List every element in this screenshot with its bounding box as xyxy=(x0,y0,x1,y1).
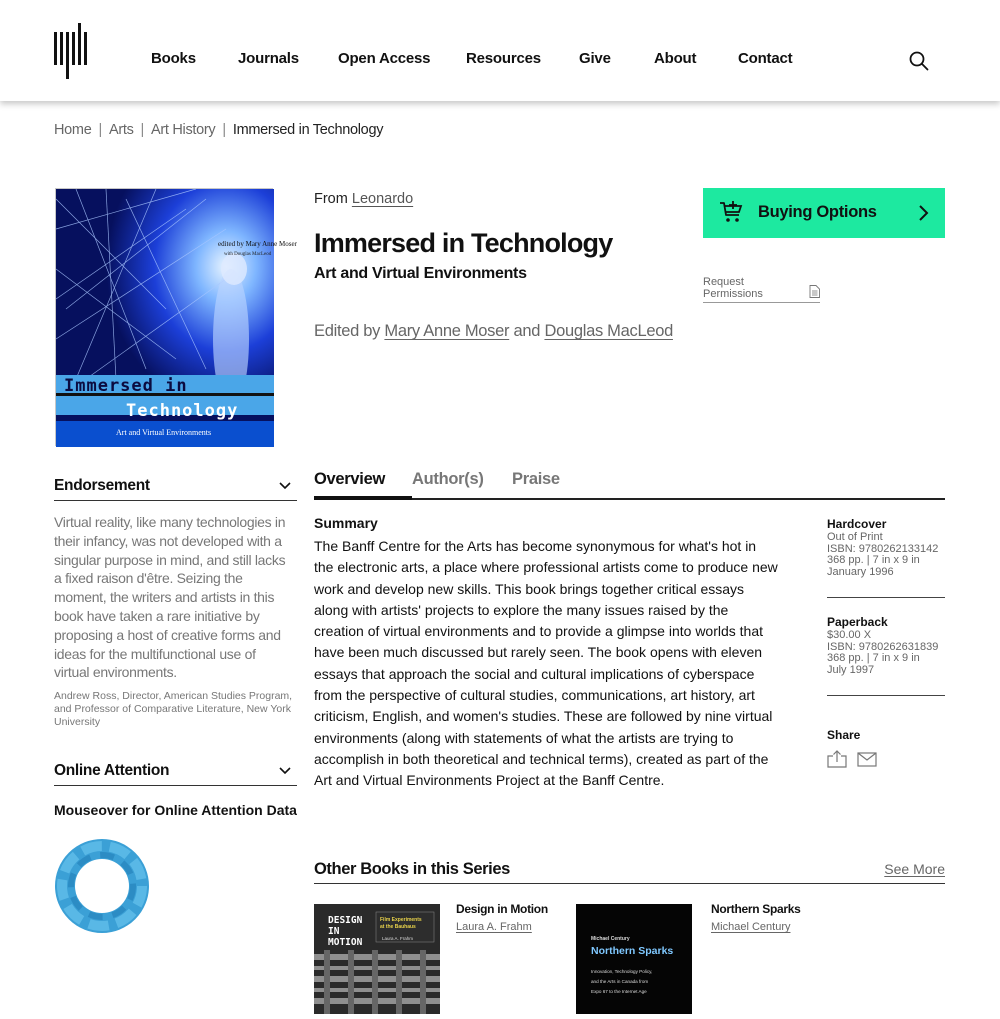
edition-status: Out of Print xyxy=(827,530,883,543)
design-in-motion-cover-art xyxy=(314,904,440,1014)
cover-with-text: with Douglas MacLeod xyxy=(224,252,272,257)
breadcrumb xyxy=(54,122,383,138)
related-book-cover[interactable] xyxy=(314,904,440,1014)
cover-tag1: Film Experiments xyxy=(380,917,422,923)
endorsement-header[interactable] xyxy=(54,477,297,501)
breadcrumb-current: Immersed in Technology xyxy=(232,122,384,138)
nav-give[interactable]: Give xyxy=(579,50,611,67)
edition-format: Hardcover xyxy=(827,517,887,531)
editors-prefix: Edited by xyxy=(314,322,381,340)
cover-subtitle: Art and Virtual Environments xyxy=(116,428,212,437)
online-attention-heading: Online Attention xyxy=(54,762,170,779)
email-icon[interactable] xyxy=(857,752,877,767)
cover-subtitle-line2: and the Arts in Canada from xyxy=(591,979,649,984)
cover-title-line2: Technology xyxy=(126,401,239,421)
edition-specs: 368 pp. | 7 in x 9 in xyxy=(827,554,920,567)
edition-divider xyxy=(827,597,945,598)
chevron-down-icon xyxy=(279,482,291,490)
endorsement-text: Virtual reality, like many technologies in their infancy, was not developed with a singular purpose in mind, and still lacks a fixed raison d'être. Seizing the moment, the writers and artists in this book have taken a rare initiative by proposing a host of creative forms and ideas for the multifunctional use of virtual environments. xyxy=(54,514,286,681)
related-book-title[interactable]: Northern Sparks xyxy=(711,902,801,916)
active-tab-indicator xyxy=(314,496,412,500)
press-logo[interactable] xyxy=(54,23,90,79)
book-title: Immersed in Technology xyxy=(314,228,613,258)
breadcrumb-separator: | xyxy=(222,122,226,138)
edition-date: July 1997 xyxy=(827,664,875,677)
permissions-label-line2: Permissions xyxy=(703,288,763,300)
cover-editor-text: edited by Mary Anne Moser xyxy=(218,240,297,248)
nav-journals[interactable]: Journals xyxy=(238,50,299,67)
other-books-heading: Other Books in this Series xyxy=(314,860,510,878)
editor-link-macleod[interactable]: Douglas MacLeod xyxy=(544,322,673,340)
northern-sparks-cover-art xyxy=(576,904,692,1014)
summary-heading: Summary xyxy=(314,515,378,531)
cover-author: Laura A. Frahm xyxy=(382,936,414,941)
online-attention-header[interactable] xyxy=(54,762,297,786)
related-book-author[interactable]: Michael Century xyxy=(711,921,791,933)
tab-authors[interactable]: Author(s) xyxy=(412,470,484,488)
endorsement-attribution: Andrew Ross, Director, American Studies Program, and Professor of Comparative Literature, New York University xyxy=(54,690,293,728)
breadcrumb-art-history[interactable]: Art History xyxy=(151,122,216,138)
editors-line xyxy=(314,322,673,341)
book-cover-art xyxy=(56,189,297,447)
edition-specs: 368 pp. | 7 in x 9 in xyxy=(827,652,920,665)
site-header xyxy=(0,0,1000,101)
series-link[interactable]: Leonardo xyxy=(351,191,414,207)
nav-books[interactable]: Books xyxy=(151,50,196,67)
edition-divider xyxy=(827,695,945,696)
cover-author: Michael Century xyxy=(591,936,630,942)
edition-isbn: ISBN: 9780262631839 xyxy=(827,640,939,653)
document-icon xyxy=(809,285,820,298)
endorsement-heading: Endorsement xyxy=(54,477,150,494)
other-books-header xyxy=(314,860,945,884)
related-book-cover[interactable] xyxy=(576,904,692,1014)
book-cover xyxy=(55,188,297,446)
related-book-title[interactable]: Design in Motion xyxy=(456,902,548,916)
cover-title: Northern Sparks xyxy=(591,945,674,957)
share-icon[interactable] xyxy=(827,750,847,768)
summary-text: The Banff Centre for the Arts has become synonymous for what's hot in the electronic arts, a place where professional artists come to produce new work and develop new skills. This book brings together critical essays along with artists' projects to explore the many issues raised by the creation of virtual environments and to provide a glimpse into worlds that have been much discussed but rarely seen. The book opens with eleven essays that approach the social and cultural implications of cyberspace from the perspective of cultural studies, communications, art history, art criticism, English, and women's studies. These are followed by nine virtual environments (along with statements of what the artists are trying to accomplish in both theoretical and technical terms), created as part of the Art and Virtual Environments Project at the Banff Centre. xyxy=(314,538,778,789)
editor-link-moser[interactable]: Mary Anne Moser xyxy=(384,322,510,340)
see-more-link[interactable]: See More xyxy=(884,861,945,877)
edition-price: $30.00 X xyxy=(827,628,872,641)
tab-overview[interactable]: Overview xyxy=(314,470,385,488)
tab-praise[interactable]: Praise xyxy=(512,470,560,488)
related-book-author[interactable]: Laura A. Frahm xyxy=(456,921,532,933)
share-heading: Share xyxy=(827,728,861,742)
chevron-right-icon xyxy=(917,204,931,222)
online-attention-prompt: Mouseover for Online Attention Data xyxy=(54,802,297,818)
nav-resources[interactable]: Resources xyxy=(466,50,541,67)
breadcrumb-arts[interactable]: Arts xyxy=(108,122,134,138)
altmetric-donut-icon[interactable] xyxy=(54,838,150,934)
cover-tag2: at the Bauhaus xyxy=(380,924,416,930)
permissions-label-line1: Request xyxy=(703,276,744,288)
cover-subtitle-line1: Innovation, Technology Policy, xyxy=(591,969,653,974)
cart-icon xyxy=(719,200,743,224)
cover-line3: MOTION xyxy=(328,937,363,948)
breadcrumb-home[interactable]: Home xyxy=(54,122,92,138)
cover-line2: IN xyxy=(328,926,340,937)
nav-contact[interactable]: Contact xyxy=(738,50,793,67)
breadcrumb-separator: | xyxy=(98,122,102,138)
editors-and: and xyxy=(513,322,541,340)
cover-subtitle-line3: Expo 67 to the Internet Age xyxy=(591,989,647,994)
cover-line1: DESIGN xyxy=(328,915,363,926)
search-icon[interactable] xyxy=(908,50,930,72)
edition-paperback xyxy=(827,617,945,677)
cover-title-line1: Immersed in xyxy=(64,376,188,396)
series-prefix: From xyxy=(314,191,348,207)
nav-about[interactable]: About xyxy=(654,50,697,67)
buying-options-label: Buying Options xyxy=(758,203,877,221)
edition-format: Paperback xyxy=(827,615,888,629)
series-line xyxy=(314,191,413,207)
edition-date: January 1996 xyxy=(827,566,894,579)
edition-isbn: ISBN: 9780262133142 xyxy=(827,542,939,555)
chevron-down-icon xyxy=(279,767,291,775)
edition-hardcover xyxy=(827,519,945,579)
nav-open-access[interactable]: Open Access xyxy=(338,50,431,67)
book-subtitle: Art and Virtual Environments xyxy=(314,265,527,282)
buying-options-button[interactable] xyxy=(703,188,945,238)
request-permissions-link[interactable] xyxy=(703,276,820,303)
breadcrumb-separator: | xyxy=(140,122,145,138)
book-tabs xyxy=(314,466,945,500)
